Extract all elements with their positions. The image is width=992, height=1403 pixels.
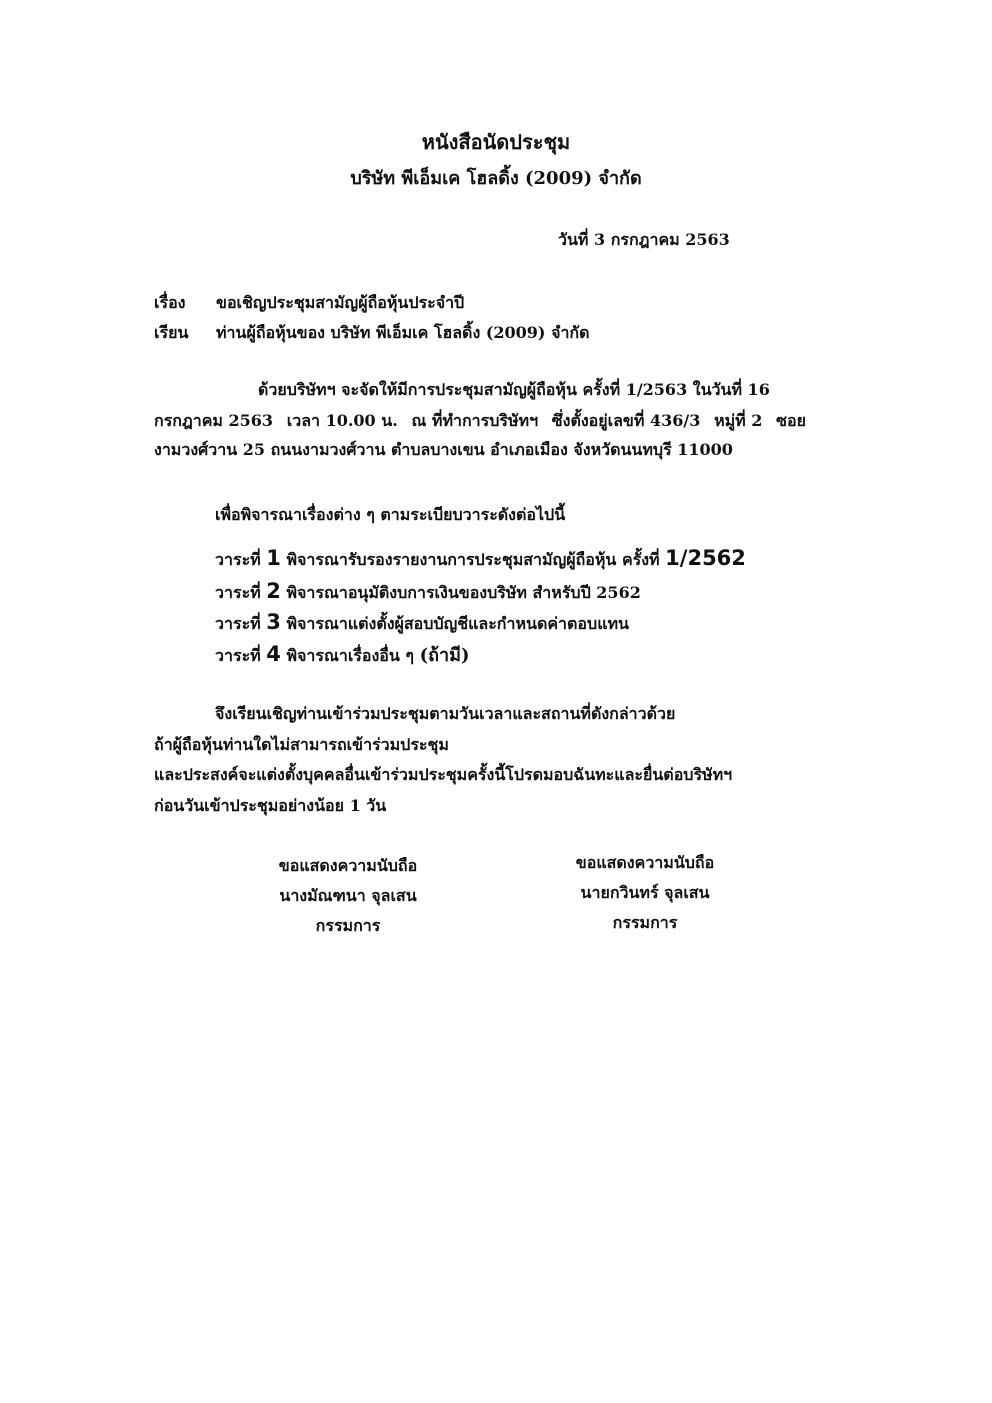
signature-block-left: [238, 851, 458, 941]
agenda-text: พิจารณาแต่งตั้งผู้สอบบัญชีและกำหนดค่าตอบแทน: [286, 614, 629, 633]
closing-line-1: จึงเรียนเชิญท่านเข้าร่วมประชุมตามวันเวลาและสถานที่ดังกล่าวด้วย: [215, 704, 676, 723]
agenda-item-3: [215, 611, 629, 635]
closing-line-3: และประสงค์จะแต่งตั้งบุคคลอื่นเข้าร่วมประชุมครั้งนี้โปรดมอบฉันทะและยื่นต่อบริษัทฯ: [154, 765, 733, 784]
signature-name: นายกวินทร์ จุลเสน: [580, 883, 710, 902]
subject-text: ขอเชิญประชุมสามัญผู้ถือหุ้นประจำปี: [216, 293, 465, 312]
intro-line-2: [154, 410, 806, 432]
signature-position: กรรมการ: [612, 913, 678, 932]
recipient-label: เรียน: [154, 323, 189, 342]
intro-line-2-part: กรกฎาคม 2563: [154, 411, 274, 430]
signature-position: กรรมการ: [315, 916, 381, 935]
agenda-suffix: (ถ้ามี): [419, 645, 470, 666]
document-date: วันที่ 3 กรกฎาคม 2563: [558, 230, 730, 249]
agenda-suffix: 1/2562: [665, 546, 746, 570]
agenda-item-2: [215, 580, 641, 604]
intro-line-3: งามวงศ์วาน 25 ถนนงามวงศ์วาน ตำบลบางเขน อำเภอเมือง จังหวัดนนทบุรี 11000: [154, 440, 733, 459]
agenda-prefix: วาระที่: [215, 550, 261, 569]
document-title: หนังสือนัดประชุม: [421, 130, 571, 154]
intro-line-2-part: หมู่ที่ 2: [714, 411, 763, 430]
closing-line-2: ถ้าผู้ถือหุ้นท่านใดไม่สามารถเข้าร่วมประชุม: [154, 735, 449, 754]
recipient-text: ท่านผู้ถือหุ้นของ บริษัท พีเอ็มเค โฮลดิ้ง (2009) จำกัด: [216, 323, 590, 342]
agenda-text: พิจารณารับรองรายงานการประชุมสามัญผู้ถือหุ้น ครั้งที่: [286, 550, 660, 569]
intro-line-1: ด้วยบริษัทฯ จะจัดให้มีการประชุมสามัญผู้ถือหุ้น ครั้งที่ 1/2563 ในวันที่ 16: [258, 380, 770, 399]
intro-line-2-part: เวลา 10.00 น.: [286, 411, 398, 430]
agenda-number: 1: [266, 546, 281, 570]
agenda-item-1: [215, 547, 746, 571]
subject-label: เรื่อง: [154, 293, 186, 312]
company-name: บริษัท พีเอ็มเค โฮลดิ้ง (2009) จำกัด: [350, 168, 642, 189]
recipient-line: [154, 322, 590, 344]
intro-line-2-part: ณ ที่ทำการบริษัทฯ: [411, 411, 539, 430]
agenda-number: 4: [266, 642, 281, 666]
agenda-number: 2: [266, 579, 281, 603]
agenda-text: พิจารณาเรื่องอื่น ๆ: [286, 646, 415, 665]
agenda-prefix: วาระที่: [215, 583, 261, 602]
agenda-text: พิจารณาอนุมัติงบการเงินของบริษัท สำหรับปี 2562: [286, 583, 641, 602]
intro-line-2-part: ซอย: [776, 411, 806, 430]
signature-regards: ขอแสดงความนับถือ: [278, 856, 418, 875]
signature-regards: ขอแสดงความนับถือ: [575, 853, 715, 872]
agenda-prefix: วาระที่: [215, 614, 261, 633]
agenda-item-4: [215, 643, 470, 667]
agenda-intro: เพื่อพิจารณาเรื่องต่าง ๆ ตามระเบียบวาระดังต่อไปนี้: [215, 505, 566, 524]
intro-line-2-part: ซึ่งตั้งอยู่เลขที่ 436/3: [551, 411, 701, 430]
signature-block-right: [535, 848, 755, 938]
agenda-prefix: วาระที่: [215, 646, 261, 665]
agenda-number: 3: [266, 610, 281, 634]
subject-line: [154, 292, 464, 314]
closing-line-4: ก่อนวันเข้าประชุมอย่างน้อย 1 วัน: [154, 796, 387, 815]
signature-name: นางมัณฑนา จุลเสน: [279, 886, 417, 905]
